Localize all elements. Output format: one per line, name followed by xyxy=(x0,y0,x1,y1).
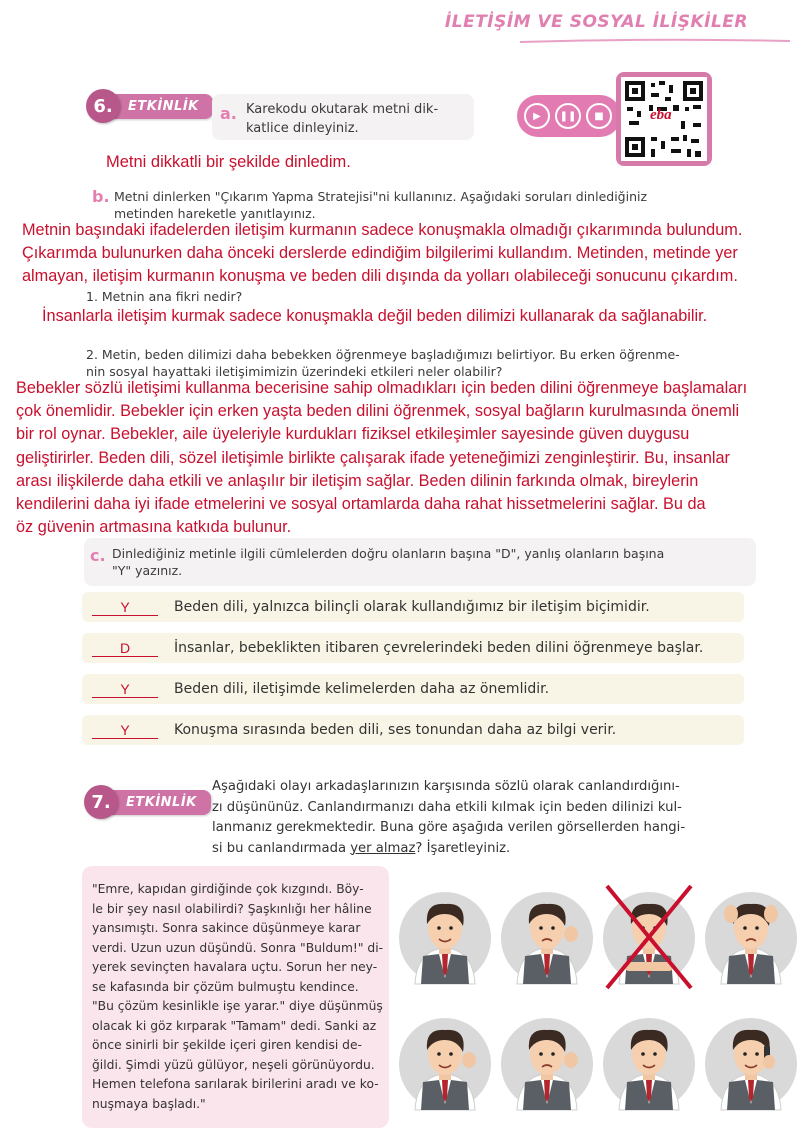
question-b-line2: metinden hareketle yanıtlayınız. xyxy=(114,206,316,221)
answer-a: Metni dikkatli bir şekilde dinledim. xyxy=(106,153,351,171)
story-text xyxy=(92,880,384,1114)
figures-svg xyxy=(394,878,802,1128)
figure-thumbs-ok[interactable] xyxy=(603,1018,695,1110)
story-box xyxy=(82,866,389,1128)
instruction-line: lanmanız gerekmektedir. Buna göre aşağıda verilen görsellerden hangi- xyxy=(212,820,686,835)
instruction-post: ? İşaretleyiniz. xyxy=(415,840,511,856)
activity-label: ETKİNLİK xyxy=(108,790,211,815)
question-b-line1: Metni dinlerken "Çıkarım Yapma Stratejisi"ni kullanınız. Aşağıdaki soruları dinlediğiniz xyxy=(114,189,648,204)
answer-b-line: almayan, iletişim kurmanın konuşma ve beden dili dışında da yolları olabileceği sonucunu çıkardım. xyxy=(22,267,738,285)
page-header-title: İLETİŞİM VE SOSYAL İLİŞKİLER xyxy=(444,12,748,32)
question-c-line2: "Y" yazınız. xyxy=(112,563,183,578)
question-a-line2: katlice dinleyiniz. xyxy=(246,121,359,136)
true-false-row xyxy=(82,715,744,745)
figure-angry-fist[interactable] xyxy=(501,892,593,984)
answer-2-line: kendilerini daha iyi ifade etmelerini ve sosyal ortamlarda daha rahat hissetmelerini sağlar. Bu da xyxy=(16,495,706,514)
question-a-letter: a. xyxy=(220,104,237,123)
audio-player xyxy=(517,95,621,137)
answer-b-line: Çıkarımda bulunurken daha önceki derslerde edindiğim bilgilerimi kullandım. Metinden, metinde yer xyxy=(22,244,738,262)
question-2-line2: nin sosyal hayattaki iletişimimizin üzerindeki etkileri neler olabilir? xyxy=(86,364,503,379)
figure-neutral[interactable] xyxy=(399,892,491,984)
tf-statement: Konuşma sırasında beden dili, ses tonundan daha az bilgi verir. xyxy=(174,722,617,738)
question-b-letter: b. xyxy=(92,187,110,206)
story-line: olacak ki göz kırparak "Tamam" dedi. Sanki az xyxy=(92,1018,377,1033)
pause-icon[interactable]: ❚❚ xyxy=(555,103,581,129)
play-icon[interactable]: ▶ xyxy=(524,103,550,129)
answer-b-line: Metnin başındaki ifadelerden iletişim kurmanın sadece konuşmakla olmadığı çıkarımında bulundum. xyxy=(22,221,743,239)
story-line: ğildi. Şimdi yüzü gülüyor, neşeli görünüyordu. xyxy=(92,1057,375,1072)
answer-2 xyxy=(16,377,806,539)
true-false-row xyxy=(82,633,744,663)
answer-2-line: geliştirirler. Beden dili, sözel iletişimle birlikte çalışarak ifade yeteneğimizi zenginleştirir. Bu, insanlar xyxy=(16,448,730,467)
question-2 xyxy=(86,346,766,380)
question-1: 1. Metnin ana fikri nedir? xyxy=(86,289,243,304)
true-false-row xyxy=(82,674,744,704)
answer-2-line: çok önemlidir. Bebekler için erken yaşta beden dilini öğrenmek, sosyal bağların kurulmasında önemli xyxy=(16,402,740,421)
story-line: Hemen telefona sarılarak birilerini aradı ve ko- xyxy=(92,1077,379,1091)
answer-2-line: öz güvenin artmasına katkıda bulunur. xyxy=(16,518,292,537)
instruction-line: Aşağıdaki olayı arkadaşlarınızın karşısında sözlü olarak canlandırdığını- xyxy=(212,779,680,794)
figure-hands-on-head-shocked[interactable] xyxy=(705,892,797,984)
question-c-box xyxy=(84,538,756,586)
activity-number: 7. xyxy=(84,785,118,819)
figures-grid xyxy=(394,878,802,1128)
question-b-box xyxy=(86,186,756,222)
tf-answer[interactable]: D xyxy=(92,640,158,657)
activity-label: ETKİNLİK xyxy=(110,94,213,119)
figure-thinking[interactable] xyxy=(501,1018,593,1110)
activity-7-badge xyxy=(84,784,211,820)
tf-statement: Beden dili, yalnızca bilinçli olarak kullandığımız bir iletişim biçimidir. xyxy=(174,599,650,615)
instruction-line-last xyxy=(212,839,752,860)
tf-answer[interactable]: Y xyxy=(92,681,158,698)
figure-pointing-idea[interactable] xyxy=(399,1018,491,1110)
question-c-letter: c. xyxy=(90,546,106,565)
activity-7-instructions xyxy=(212,777,752,859)
header-decoration-line xyxy=(520,38,790,44)
story-line: nuşmaya başladı." xyxy=(92,1096,206,1111)
tf-statement: İnsanlar, bebeklikten itibaren çevrelerindeki beden dilini öğrenmeye başlar. xyxy=(174,640,704,656)
stop-icon[interactable]: ■ xyxy=(586,103,612,129)
story-line: yansımıştı. Sonra sakince düşünmeye karar xyxy=(92,921,361,935)
activity-6-badge xyxy=(86,88,213,124)
tf-statement: Beden dili, iletişimde kelimelerden daha az önemlidir. xyxy=(174,681,550,697)
true-false-row xyxy=(82,592,744,622)
question-a-box xyxy=(212,94,474,140)
question-c-line1: Dinlediğiniz metinle ilgili cümlelerden doğru olanların başına "D", yanlış olanların başına xyxy=(112,546,665,561)
story-line: önce sinirli bir şekilde içeri giren kendisi de- xyxy=(92,1038,362,1052)
answer-b xyxy=(22,219,808,288)
story-line: se kafasında bir çözüm bulmuştu kendince. xyxy=(92,979,359,994)
question-a-line1: Karekodu okutarak metni dik- xyxy=(246,102,439,117)
tf-answer[interactable]: Y xyxy=(92,599,158,616)
qr-code[interactable] xyxy=(616,72,712,166)
story-line: le bir şey nasıl olabilirdi? Şaşkınlığı her hâline xyxy=(92,901,372,916)
instruction-underlined: yer almaz xyxy=(350,840,416,856)
instruction-pre: si bu canlandırmada xyxy=(212,840,351,856)
figure-on-phone[interactable] xyxy=(705,1018,797,1110)
story-line: "Emre, kapıdan girdiğinde çok kızgındı. Böy- xyxy=(92,882,364,896)
story-line: verdi. Uzun uzun düşündü. Sonra "Buldum!" di- xyxy=(92,940,384,955)
story-line: yerek sevinçten havalara uçtu. Sorun her ney- xyxy=(92,960,378,974)
answer-1: İnsanlarla iletişim kurmak sadece konuşmakla değil beden dilimizi kullanarak da sağlanabilir. xyxy=(42,307,708,325)
answer-2-line: Bebekler sözlü iletişimi kullanma becerisine sahip olmadıkları için beden dilini öğrenmeye başlamaları xyxy=(16,379,748,397)
answer-2-line: arası ilişkilerde daha etkili ve anlaşılır bir iletişim sağlar. Beden dilinin farkında olmak, bireylerin xyxy=(16,471,699,490)
figure-arms-crossed[interactable] xyxy=(603,886,695,988)
activity-number: 6. xyxy=(86,89,120,123)
question-2-line1: 2. Metin, beden dilimizi daha bebekken öğrenmeye başladığımızı belirtiyor. Bu erken öğrenme- xyxy=(86,347,680,362)
answer-2-line: bir rol oynar. Bebekler, aile üyeleriyle kurdukları fiziksel etkileşimler sayesinde güven duygusu xyxy=(16,425,690,444)
instruction-line: zı düşününüz. Canlandırmanızı daha etkili kılmak için beden dilinizi kul- xyxy=(212,799,682,815)
tf-answer[interactable]: Y xyxy=(92,722,158,739)
eba-logo: eba xyxy=(650,107,672,123)
story-line: "Bu çözüm kesinlikle işe yarar." diye düşünmüş xyxy=(92,999,383,1013)
